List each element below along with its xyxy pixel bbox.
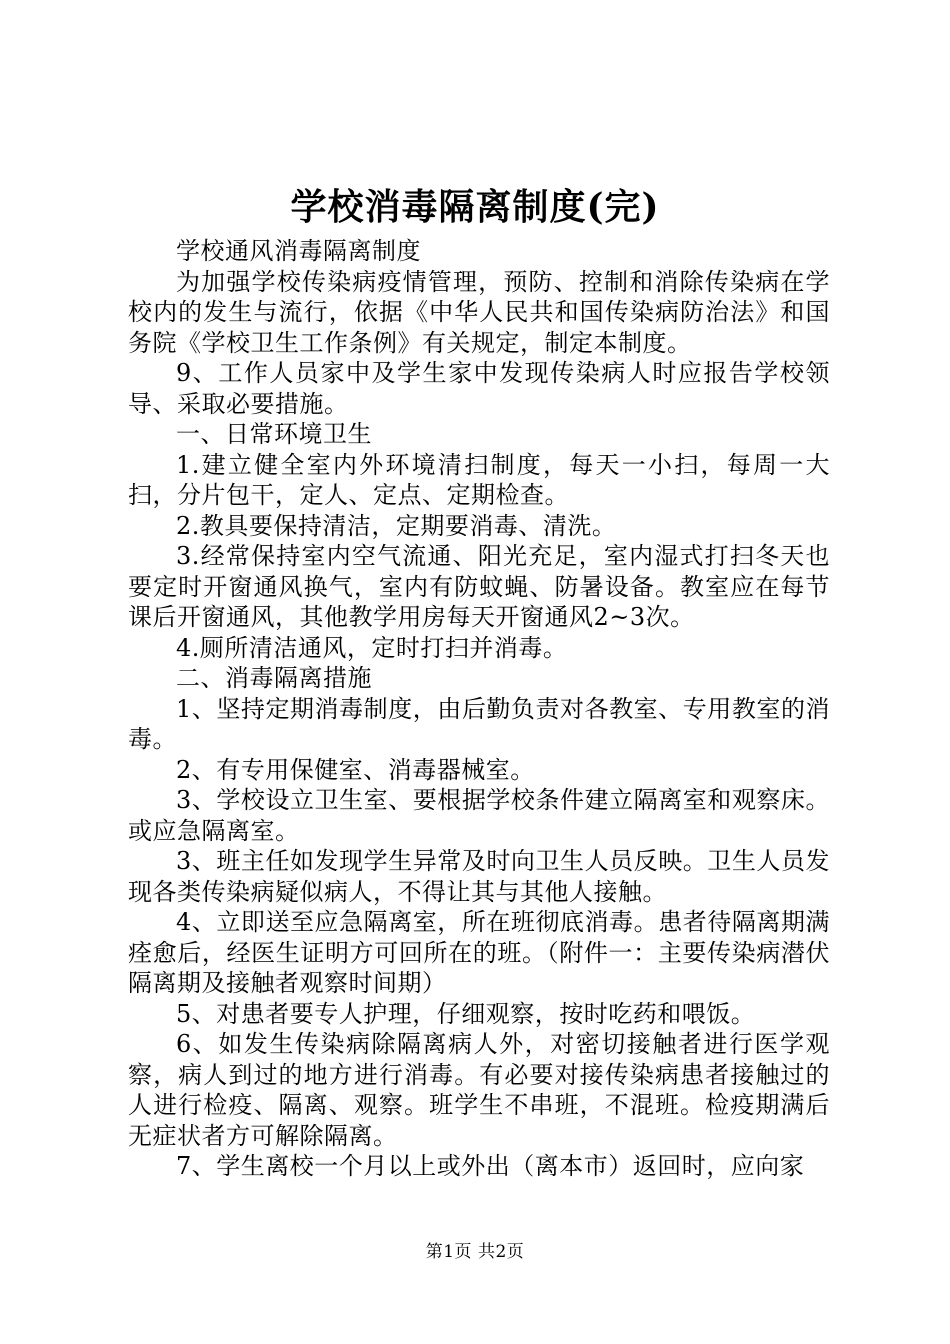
paragraph-measure-1: 1、坚持定期消毒制度，由后勤负责对各教室、专用教室的消毒。 — [128, 694, 830, 753]
paragraph-measure-2: 2、有专用保健室、消毒器械室。 — [176, 755, 535, 784]
section-heading-daily-hygiene: 一、日常环境卫生 — [176, 420, 372, 448]
paragraph-measure-4: 4、立即送至应急隔离室，所在班彻底消毒。患者待隔离期满痊愈后，经医生证明方可回所在的班。（附件一：主要传染病潜伏隔离期及接触者观察时间期） — [128, 908, 830, 997]
paragraph-measure-3b: 3、班主任如发现学生异常及时向卫生人员反映。卫生人员发现各类传染病疑似病人，不得让其与其他人接触。 — [128, 847, 830, 906]
paragraph-hygiene-2: 2.教具要保持清洁，定期要消毒、清洗。 — [176, 511, 617, 540]
paragraph-measure-6: 6、如发生传染病除隔离病人外，对密切接触者进行医学观察，病人到过的地方进行消毒。有必要对接传染病患者接触过的人进行检疫、隔离、观察。班学生不串班，不混班。检疫期满后无症状者方可解除隔离。 — [128, 1030, 830, 1150]
paragraph-hygiene-4: 4.厕所清洁通风，定时打扫并消毒。 — [176, 633, 568, 662]
paragraph-measure-5: 5、对患者要专人护理，仔细观察，按时吃药和喂饭。 — [176, 999, 756, 1028]
document-body — [128, 236, 830, 1182]
paragraph-measure-7: 7、学生离校一个月以上或外出（离本市）返回时，应向家 — [176, 1152, 805, 1180]
section-heading-disinfection: 二、消毒隔离措施 — [176, 664, 372, 692]
document-title: 学校消毒隔离制度(完) — [290, 186, 660, 228]
paragraph-intro: 为加强学校传染病疫情管理，预防、控制和消除传染病在学校内的发生与流行，依据《中华人民共和国传染病防治法》和国务院《学校卫生工作条例》有关规定，制定本制度。 — [128, 267, 830, 357]
page-footer: 第1页 共2页 — [425, 1242, 525, 1262]
paragraph-item-9: 9、工作人员家中及学生家中发现传染病人时应报告学校领导、采取必要措施。 — [128, 359, 830, 418]
paragraph-hygiene-3: 3.经常保持室内空气流通、阳光充足，室内湿式打扫冬天也要定时开窗通风换气，室内有防蚊蝇、防暑设备。教室应在每节课后开窗通风，其他教学用房每天开窗通风2~3次。 — [128, 542, 830, 631]
paragraph-hygiene-1: 1.建立健全室内外环境清扫制度，每天一小扫，每周一大扫，分片包干，定人、定点、定期检查。 — [128, 450, 830, 509]
paragraph-measure-3a: 3、学校设立卫生室、要根据学校条件建立隔离室和观察床。或应急隔离室。 — [128, 786, 830, 845]
paragraph-subtitle: 学校通风消毒隔离制度 — [176, 237, 421, 265]
